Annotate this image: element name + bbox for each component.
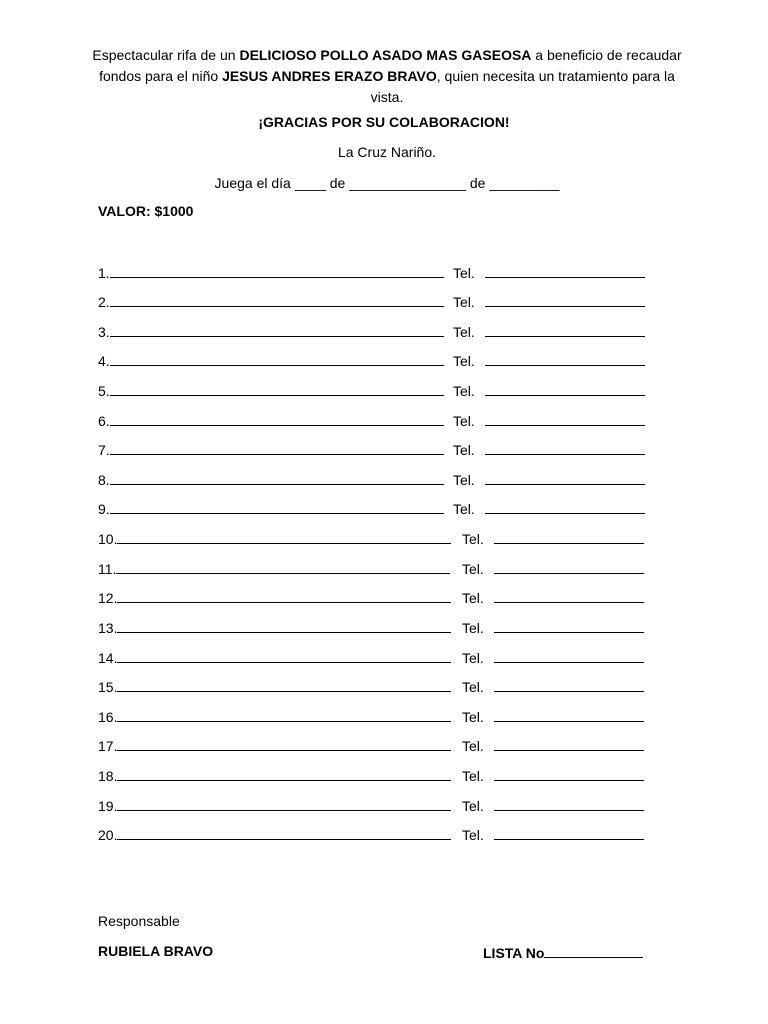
phone-label: Tel.: [462, 650, 484, 666]
entry-number: 2.: [98, 294, 110, 310]
list-number: [483, 943, 643, 961]
phone-field: [462, 618, 644, 637]
entry-row: [98, 559, 484, 577]
phone-field: [462, 648, 644, 667]
name-blank: [117, 618, 451, 633]
phone-label: Tel.: [462, 590, 484, 606]
name-blank: [110, 322, 444, 337]
name-blank: [117, 825, 451, 840]
phone-label: Tel.: [462, 620, 484, 636]
list-number-label: LISTA No: [483, 945, 545, 961]
name-blank: [117, 736, 451, 751]
phone-label: Tel.: [462, 709, 484, 725]
phone-blank: [485, 292, 645, 307]
entry-row: [98, 292, 475, 310]
phone-blank: [485, 381, 645, 396]
entry-row: [98, 618, 484, 636]
entry-row: [98, 470, 475, 488]
entry-row: [98, 707, 484, 725]
phone-field: [453, 292, 645, 311]
name-blank: [110, 381, 444, 396]
thanks-heading: ¡GRACIAS POR SU COLABORACION!: [258, 114, 510, 130]
phone-field: [453, 322, 645, 341]
entry-number: 11.: [98, 561, 117, 577]
entry-number: 13.: [98, 620, 118, 636]
intro-text-1: Espectacular rifa de un: [92, 47, 240, 63]
name-blank: [117, 766, 451, 781]
phone-blank: [485, 440, 645, 455]
phone-label: Tel.: [462, 738, 484, 754]
entry-row: [98, 736, 484, 754]
responsible-label: Responsable: [98, 913, 180, 929]
entry-number: 18.: [98, 768, 118, 784]
phone-blank: [494, 618, 644, 633]
phone-label: Tel.: [453, 294, 475, 310]
entry-number: 1.: [98, 265, 110, 281]
phone-blank: [494, 796, 644, 811]
phone-label: Tel.: [462, 827, 484, 843]
phone-label: Tel.: [453, 413, 475, 429]
entry-number: 9.: [98, 501, 110, 517]
entry-row: [98, 766, 484, 784]
entry-row: [98, 381, 475, 399]
entry-row: [98, 529, 484, 547]
phone-label: Tel.: [462, 798, 484, 814]
list-number-blank: [544, 943, 643, 958]
entry-number: 4.: [98, 353, 110, 369]
entry-number: 6.: [98, 413, 110, 429]
phone-blank: [485, 411, 645, 426]
name-blank: [117, 677, 451, 692]
name-blank: [110, 263, 444, 278]
name-blank: [117, 648, 451, 663]
name-blank: [117, 707, 451, 722]
phone-label: Tel.: [453, 265, 475, 281]
entry-number: 8.: [98, 472, 110, 488]
entry-number: 3.: [98, 324, 110, 340]
phone-field: [453, 381, 645, 400]
phone-field: [462, 559, 644, 578]
phone-blank: [485, 263, 645, 278]
entry-number: 10.: [98, 531, 118, 547]
entry-number: 15.: [98, 679, 118, 695]
phone-field: [462, 825, 644, 844]
phone-field: [462, 796, 644, 815]
entry-number: 20.: [98, 827, 118, 843]
ticket-price: VALOR: $1000: [98, 203, 194, 219]
entry-number: 17.: [98, 738, 118, 754]
entry-row: [98, 677, 484, 695]
phone-blank: [494, 648, 644, 663]
entry-row: [98, 499, 475, 517]
phone-label: Tel.: [453, 383, 475, 399]
phone-field: [462, 707, 644, 726]
phone-label: Tel.: [453, 442, 475, 458]
entry-row: [98, 411, 475, 429]
phone-blank: [494, 677, 644, 692]
phone-blank: [485, 351, 645, 366]
entry-row: [98, 796, 484, 814]
name-blank: [116, 559, 450, 574]
phone-field: [462, 588, 644, 607]
name-blank: [117, 529, 451, 544]
name-blank: [117, 796, 451, 811]
phone-field: [462, 736, 644, 755]
name-blank: [110, 499, 444, 514]
raffle-description: [90, 45, 684, 108]
responsible-name: RUBIELA BRAVO: [98, 943, 214, 959]
phone-blank: [494, 559, 644, 574]
entry-number: 16.: [98, 709, 118, 725]
phone-field: [453, 411, 645, 430]
phone-label: Tel.: [462, 679, 484, 695]
entry-row: [98, 648, 484, 666]
phone-field: [453, 440, 645, 459]
entry-number: 7.: [98, 442, 110, 458]
prize-name: DELICIOSO POLLO ASADO MAS GASEOSA: [239, 47, 532, 63]
phone-field: [462, 529, 644, 548]
name-blank: [110, 411, 444, 426]
phone-label: Tel.: [462, 561, 484, 577]
name-blank: [117, 588, 451, 603]
entry-number: 14.: [98, 650, 118, 666]
entry-row: [98, 588, 484, 606]
phone-field: [462, 677, 644, 696]
name-blank: [110, 351, 444, 366]
phone-label: Tel.: [453, 501, 475, 517]
phone-label: Tel.: [453, 472, 475, 488]
entry-row: [98, 351, 475, 369]
phone-label: Tel.: [462, 531, 484, 547]
phone-blank: [485, 499, 645, 514]
intro-text-2: a beneficio de recaudar fondos para el niño: [99, 47, 682, 84]
phone-field: [453, 351, 645, 370]
beneficiary-name: JESUS ANDRES ERAZO BRAVO: [222, 68, 437, 84]
phone-blank: [494, 707, 644, 722]
phone-blank: [494, 736, 644, 751]
phone-blank: [494, 588, 644, 603]
phone-label: Tel.: [453, 324, 475, 340]
name-blank: [110, 470, 444, 485]
entry-row: [98, 322, 475, 340]
phone-label: Tel.: [453, 353, 475, 369]
entry-row: [98, 263, 475, 281]
phone-blank: [494, 766, 644, 781]
phone-label: Tel.: [462, 768, 484, 784]
phone-blank: [494, 529, 644, 544]
place-text: La Cruz Nariño.: [337, 144, 437, 160]
entry-row: [98, 825, 484, 843]
phone-blank: [485, 322, 645, 337]
phone-blank: [494, 825, 644, 840]
entry-number: 12.: [98, 590, 118, 606]
phone-field: [462, 766, 644, 785]
phone-field: [453, 499, 645, 518]
name-blank: [110, 440, 444, 455]
entry-number: 5.: [98, 383, 110, 399]
draw-date-line: Juega el día ____ de _______________ de _________: [214, 175, 560, 191]
entry-number: 19.: [98, 798, 118, 814]
entry-row: [98, 440, 475, 458]
phone-blank: [485, 470, 645, 485]
phone-field: [453, 470, 645, 489]
phone-field: [453, 263, 645, 282]
name-blank: [110, 292, 444, 307]
intro-text-3: , quien necesita un tratamiento para la vista.: [370, 68, 675, 105]
